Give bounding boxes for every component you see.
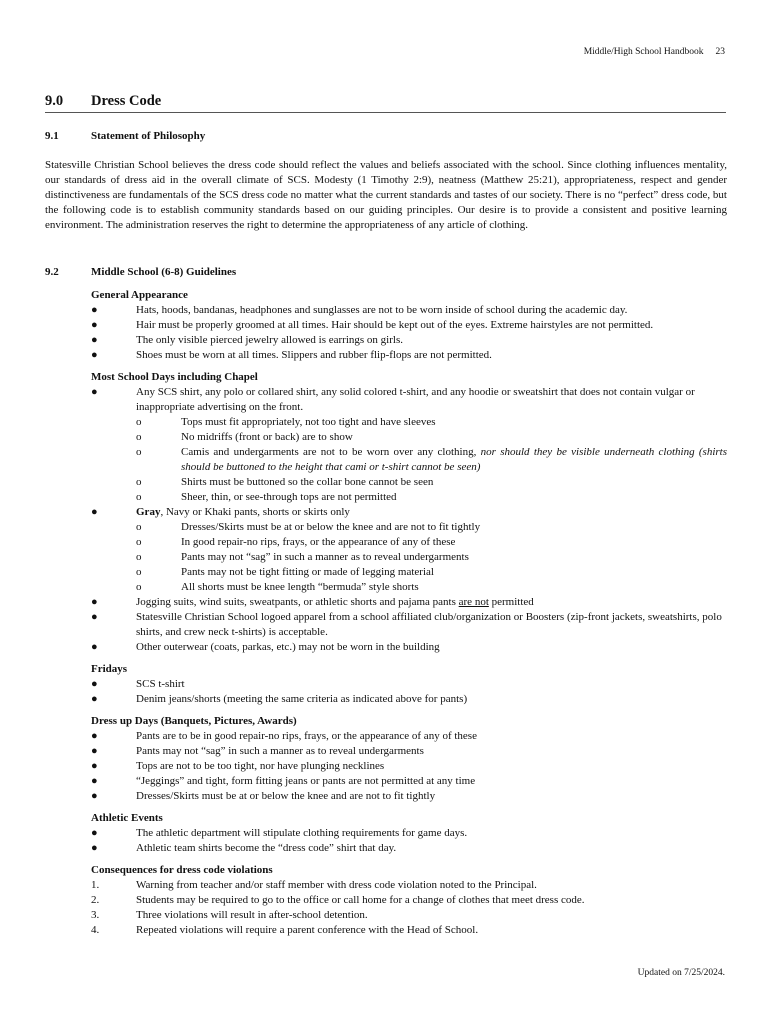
bullet: ● [91,596,98,608]
numbered-item-text: Students may be required to go to the office or call home for a change of clothes that meet dress code. [136,894,585,906]
philosophy-title: Statement of Philosophy [91,130,206,142]
sub-list-item [91,580,727,595]
list-item-text: Tops are not to be too tight, nor have plunging necklines [136,760,385,772]
jogging-underlined-text: are not [458,596,489,608]
item-number: 1. [91,879,100,891]
sub-bullet: o [136,581,142,593]
sub-list-item [91,490,727,505]
numbered-item [91,923,727,938]
bullet: ● [91,745,98,757]
sub-list-item-text: Tops must fit appropriately, not too tight and have sleeves [181,416,436,428]
sub-list-item [91,415,727,430]
list-item [91,640,727,655]
page-header [584,45,725,60]
list-item [91,729,727,744]
list-item-text: Athletic team shirts become the “dress code” shirt that day. [136,842,397,854]
list-item [91,318,727,333]
bullet: ● [91,730,98,742]
sub-list-item [91,445,727,475]
philosophy-paragraph: Statesville Christian School believes the dress code should reflect the values and beliefs associated with the school. Since clothing influences mentality, our standards of dress aid in the overall climate of SCS. Modesty (1 Timothy 2:9), neatness (Matthew 25:21), appropriateness, respect and gender distinctiveness are fundamentals of the SCS dress code no matter what the current standards and tastes of our society. There is no “perfect” dress code, but the following code is to establish community standards based on our guiding principles. Our desire is to provide a consistent and positive learning environment. The administration reserves the right to determine the appropriateness of any article of clothing. [45,159,727,231]
pants-text: , Navy or Khaki pants, shorts or skirts only [160,506,350,518]
list-item [91,303,727,318]
list-item [91,789,727,804]
section-title: Dress Code [91,93,162,109]
bullet: ● [91,349,98,361]
list-item-text: Hats, hoods, bandanas, headphones and sunglasses are not to be worn inside of school during the academic day. [136,304,628,316]
sub-list-item-text: Pants may not be tight fitting or made of legging material [181,566,434,578]
section-heading [45,94,726,113]
middle-school-title: Middle School (6-8) Guidelines [91,266,237,278]
bullet: ● [91,827,98,839]
list-item [91,610,727,640]
list-item-text: The only visible pierced jewelry allowed is earrings on girls. [136,334,403,346]
sub-bullet: o [136,566,142,578]
section-number: 9.0 [45,93,64,109]
bullet: ● [91,678,98,690]
sub-bullet: o [136,521,142,533]
sub-list-item [91,520,727,535]
bullet: ● [91,693,98,705]
sub-bullet: o [136,476,142,488]
sub-list-item [91,550,727,565]
bullet: ● [91,304,98,316]
updated-date: Updated on 7/25/2024. [637,968,725,978]
sub-list-item-text: In good repair-no rips, frays, or the appearance of any of these [181,536,456,548]
camis-text: Camis and undergarments are not to be worn over any clothing, [181,446,477,458]
bullet: ● [91,842,98,854]
sub-list-item [91,565,727,580]
page-number: 23 [715,47,725,57]
list-item [91,759,727,774]
jogging-text: Jogging suits, wind suits, sweatpants, or athletic shorts and pajama pants [136,596,459,608]
list-item [91,385,727,415]
philosophy-number: 9.1 [45,130,59,142]
numbered-item-text: Repeated violations will require a parent conference with the Head of School. [136,924,479,936]
jogging-text-end: permitted [488,596,534,608]
list-item [91,677,727,692]
list-item-text: The athletic department will stipulate clothing requirements for game days. [136,827,468,839]
list-item [91,333,727,348]
list-item-text: Statesville Christian School logoed apparel from a school affiliated club/organization or Boosters (zip-front jackets, sweatshirts, polo shirts, and crew neck t-shirts) is acceptable. [136,611,722,638]
sub-bullet: o [136,536,142,548]
numbered-item [91,893,727,908]
list-item-text: Pants may not “sag” in such a manner as to reveal undergarments [136,745,424,757]
numbered-item [91,908,727,923]
list-item-text: Any SCS shirt, any polo or collared shirt, any solid colored t-shirt, and any hoodie or sweatshirt that does not contain vulgar or inappropriate advertising on the front. [136,386,695,413]
philosophy-heading [45,129,205,144]
list-item [91,595,727,610]
bullet: ● [91,611,98,623]
sub-list-item-text: Dresses/Skirts must be at or below the knee and are not to fit tightly [181,521,481,533]
sub-bullet: o [136,416,142,428]
list-item-text: Other outerwear (coats, parkas, etc.) may not be worn in the building [136,641,440,653]
list-item [91,826,727,841]
list-item [91,505,727,520]
sub-list-item-text: No midriffs (front or back) are to show [181,431,353,443]
item-number: 2. [91,894,100,906]
sub-list-item [91,475,727,490]
list-item-text: Shoes must be worn at all times. Slippers and rubber flip-flops are not permitted. [136,349,492,361]
item-number: 3. [91,909,100,921]
list-item-text: SCS t-shirt [136,678,185,690]
numbered-item-text: Three violations will result in after-school detention. [136,909,368,921]
bullet: ● [91,386,98,398]
list-item [91,744,727,759]
consequences-title: Consequences for dress code violations [91,864,273,876]
bullet: ● [91,641,98,653]
bullet: ● [91,790,98,802]
athletic-events-title: Athletic Events [91,812,163,824]
pants-bold-text: Gray [136,506,161,518]
sub-list-item-text: Shirts must be buttoned so the collar bone cannot be seen [181,476,434,488]
camis-italic-text: nor should they be visible underneath clothing (shirts should be buttoned to the height that cami or t-shirt cannot be seen) [181,446,728,473]
sub-bullet: o [136,446,142,458]
bullet: ● [91,334,98,346]
item-number: 4. [91,924,100,936]
list-item [91,774,727,789]
sub-list-item-text: Pants may not “sag” in such a manner as to reveal undergarments [181,551,469,563]
sub-list-item-text: Sheer, thin, or see-through tops are not permitted [181,491,397,503]
sub-bullet: o [136,551,142,563]
list-item [91,692,727,707]
general-appearance-title: General Appearance [91,289,188,301]
list-item-text: Pants are to be in good repair-no rips, frays, or the appearance of any of these [136,730,477,742]
bullet: ● [91,760,98,772]
middle-school-guidelines [91,288,727,938]
bullet: ● [91,775,98,787]
sub-list-item [91,535,727,550]
list-item-text: Dresses/Skirts must be at or below the knee and are not to fit tightly [136,790,436,802]
list-item [91,348,727,363]
header-title: Middle/High School Handbook [583,47,704,57]
list-item-text: “Jeggings” and tight, form fitting jeans or pants are not permitted at any time [136,775,476,787]
most-school-days-title: Most School Days including Chapel [91,371,258,383]
bullet: ● [91,319,98,331]
numbered-item [91,878,727,893]
dress-up-days-title: Dress up Days (Banquets, Pictures, Awards) [91,715,297,727]
sub-list-item-text: All shorts must be knee length “bermuda” style shorts [181,581,419,593]
middle-school-heading [45,265,236,280]
list-item [91,841,727,856]
list-item-text: Denim jeans/shorts (meeting the same criteria as indicated above for pants) [136,693,468,705]
bullet: ● [91,506,98,518]
sub-bullet: o [136,431,142,443]
middle-school-number: 9.2 [45,266,59,278]
list-item-text: Hair must be properly groomed at all times. Hair should be kept out of the eyes. Extreme hairstyles are not permitted. [136,319,654,331]
numbered-item-text: Warning from teacher and/or staff member with dress code violation noted to the Principal. [136,879,537,891]
fridays-title: Fridays [91,663,128,675]
sub-list-item [91,430,727,445]
sub-bullet: o [136,491,142,503]
